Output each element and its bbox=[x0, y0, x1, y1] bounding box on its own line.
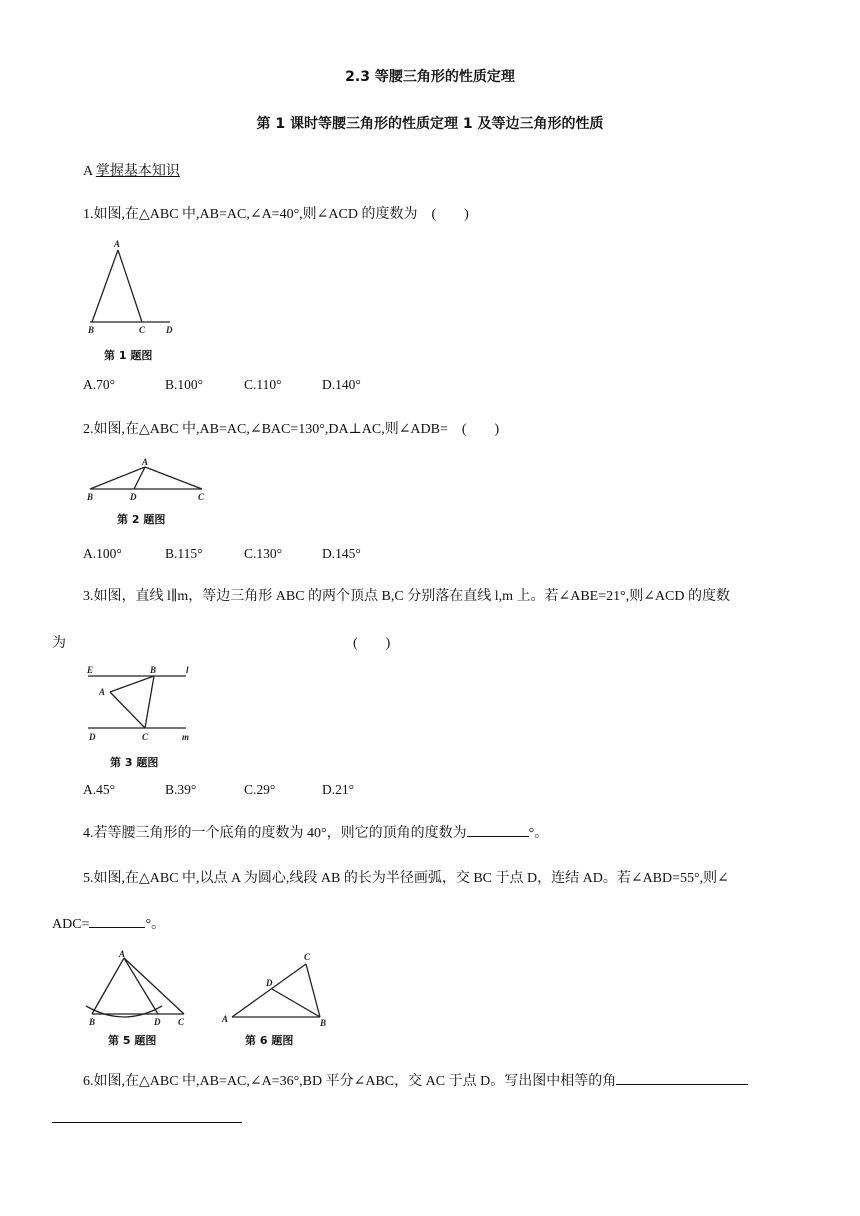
question-1-option-a: A.70° bbox=[83, 377, 116, 392]
question-5-figure bbox=[84, 948, 194, 1030]
question-2-figure bbox=[84, 456, 214, 504]
fig3-label-e: E bbox=[87, 665, 94, 675]
question-3-caption: 第 3 题图 bbox=[110, 756, 159, 769]
fig6-label-d: D bbox=[266, 978, 273, 988]
question-6-answer-blank[interactable] bbox=[616, 1071, 748, 1085]
question-5-cont bbox=[52, 913, 165, 933]
question-4 bbox=[83, 822, 548, 842]
fig1-label-a: A bbox=[114, 239, 121, 249]
fig6-label-c: C bbox=[304, 952, 311, 962]
question-2-option-c: C.130° bbox=[244, 546, 283, 561]
fig5-label-a: A bbox=[119, 949, 126, 959]
section-name: 掌握基本知识 bbox=[95, 164, 180, 179]
fig1-label-c: C bbox=[139, 325, 146, 335]
section-prefix: A bbox=[83, 164, 96, 179]
page-title: 2.3 等腰三角形的性质定理 bbox=[345, 69, 515, 85]
question-3-option-a: A.45° bbox=[83, 782, 116, 797]
fig2-label-d: D bbox=[130, 492, 137, 502]
question-1-figure bbox=[80, 238, 190, 338]
question-4-text-a: 4.若等腰三角形的一个底角的度数为 40°，则它的顶角的度数为 bbox=[83, 826, 467, 841]
question-1-option-c: C.110° bbox=[244, 377, 282, 392]
fig3-label-b: B bbox=[150, 665, 157, 675]
question-3-figure bbox=[84, 662, 204, 742]
question-3-option-d: D.21° bbox=[322, 782, 355, 797]
question-6-caption: 第 6 题图 bbox=[245, 1034, 294, 1047]
question-5-text: 5.如图,在△ABC 中,以点 A 为圆心,线段 AB 的长为半径画弧，交 BC 于点 D，连结 AD。若∠ABD=55°,则∠ bbox=[83, 871, 729, 886]
question-6-text: 6.如图,在△ABC 中,AB=AC,∠A=36°,BD 平分∠ABC，交 AC 于点 D。写出图中相等的角 bbox=[83, 1074, 617, 1089]
question-5-text-cont-a: ADC= bbox=[52, 917, 90, 932]
question-3-option-b: B.39° bbox=[165, 782, 197, 797]
fig2-label-b: B bbox=[87, 492, 94, 502]
question-5-text-cont-b: °。 bbox=[145, 917, 166, 932]
fig1-label-d: D bbox=[166, 325, 173, 335]
page-subtitle: 第 1 课时等腰三角形的性质定理 1 及等边三角形的性质 bbox=[256, 116, 604, 132]
question-5-caption: 第 5 题图 bbox=[108, 1034, 157, 1047]
fig6-label-b: B bbox=[320, 1018, 327, 1028]
question-3-paren: ( ) bbox=[353, 636, 391, 651]
fig2-label-c: C bbox=[198, 492, 205, 502]
fig3-label-m: m bbox=[182, 732, 190, 742]
fig5-label-b: B bbox=[89, 1017, 96, 1027]
question-4-text-b: °。 bbox=[528, 826, 549, 841]
fig2-label-a: A bbox=[142, 457, 149, 467]
question-1-option-d: D.140° bbox=[322, 377, 361, 392]
question-2-text: 2.如图,在△ABC 中,AB=AC,∠BAC=130°,DA⊥AC,则∠ADB= ( ) bbox=[83, 422, 500, 437]
question-1-caption: 第 1 题图 bbox=[104, 349, 153, 362]
fig5-label-c: C bbox=[178, 1017, 185, 1027]
question-3-text: 3.如图，直线 l∥m，等边三角形 ABC 的两个顶点 B,C 分别落在直线 l,m 上。若∠ABE=21°,则∠ACD 的度数 bbox=[83, 589, 730, 604]
fig5-label-d: D bbox=[154, 1017, 161, 1027]
question-2-option-b: B.115° bbox=[165, 546, 203, 561]
question-2-option-d: D.145° bbox=[322, 546, 361, 561]
fig6-label-a: A bbox=[222, 1014, 229, 1024]
fig3-label-l: l bbox=[186, 665, 189, 675]
question-6-answer-line[interactable] bbox=[52, 1122, 242, 1123]
fig1-label-b: B bbox=[88, 325, 95, 335]
question-3-text-cont: 为 bbox=[52, 636, 66, 651]
question-3-option-c: C.29° bbox=[244, 782, 276, 797]
fig3-label-d: D bbox=[89, 732, 96, 742]
question-1-text: 1.如图,在△ABC 中,AB=AC,∠A=40°,则∠ACD 的度数为 ( ) bbox=[83, 207, 469, 222]
question-6 bbox=[83, 1070, 748, 1090]
question-6-figure bbox=[220, 948, 350, 1030]
question-2-option-a: A.100° bbox=[83, 546, 122, 561]
section-heading bbox=[83, 160, 180, 180]
question-5-answer-blank[interactable] bbox=[89, 914, 145, 928]
question-1-option-b: B.100° bbox=[165, 377, 204, 392]
fig3-label-c: C bbox=[142, 732, 149, 742]
question-4-answer-blank[interactable] bbox=[467, 823, 529, 837]
fig3-label-a: A bbox=[99, 687, 106, 697]
question-2-caption: 第 2 题图 bbox=[117, 513, 166, 526]
